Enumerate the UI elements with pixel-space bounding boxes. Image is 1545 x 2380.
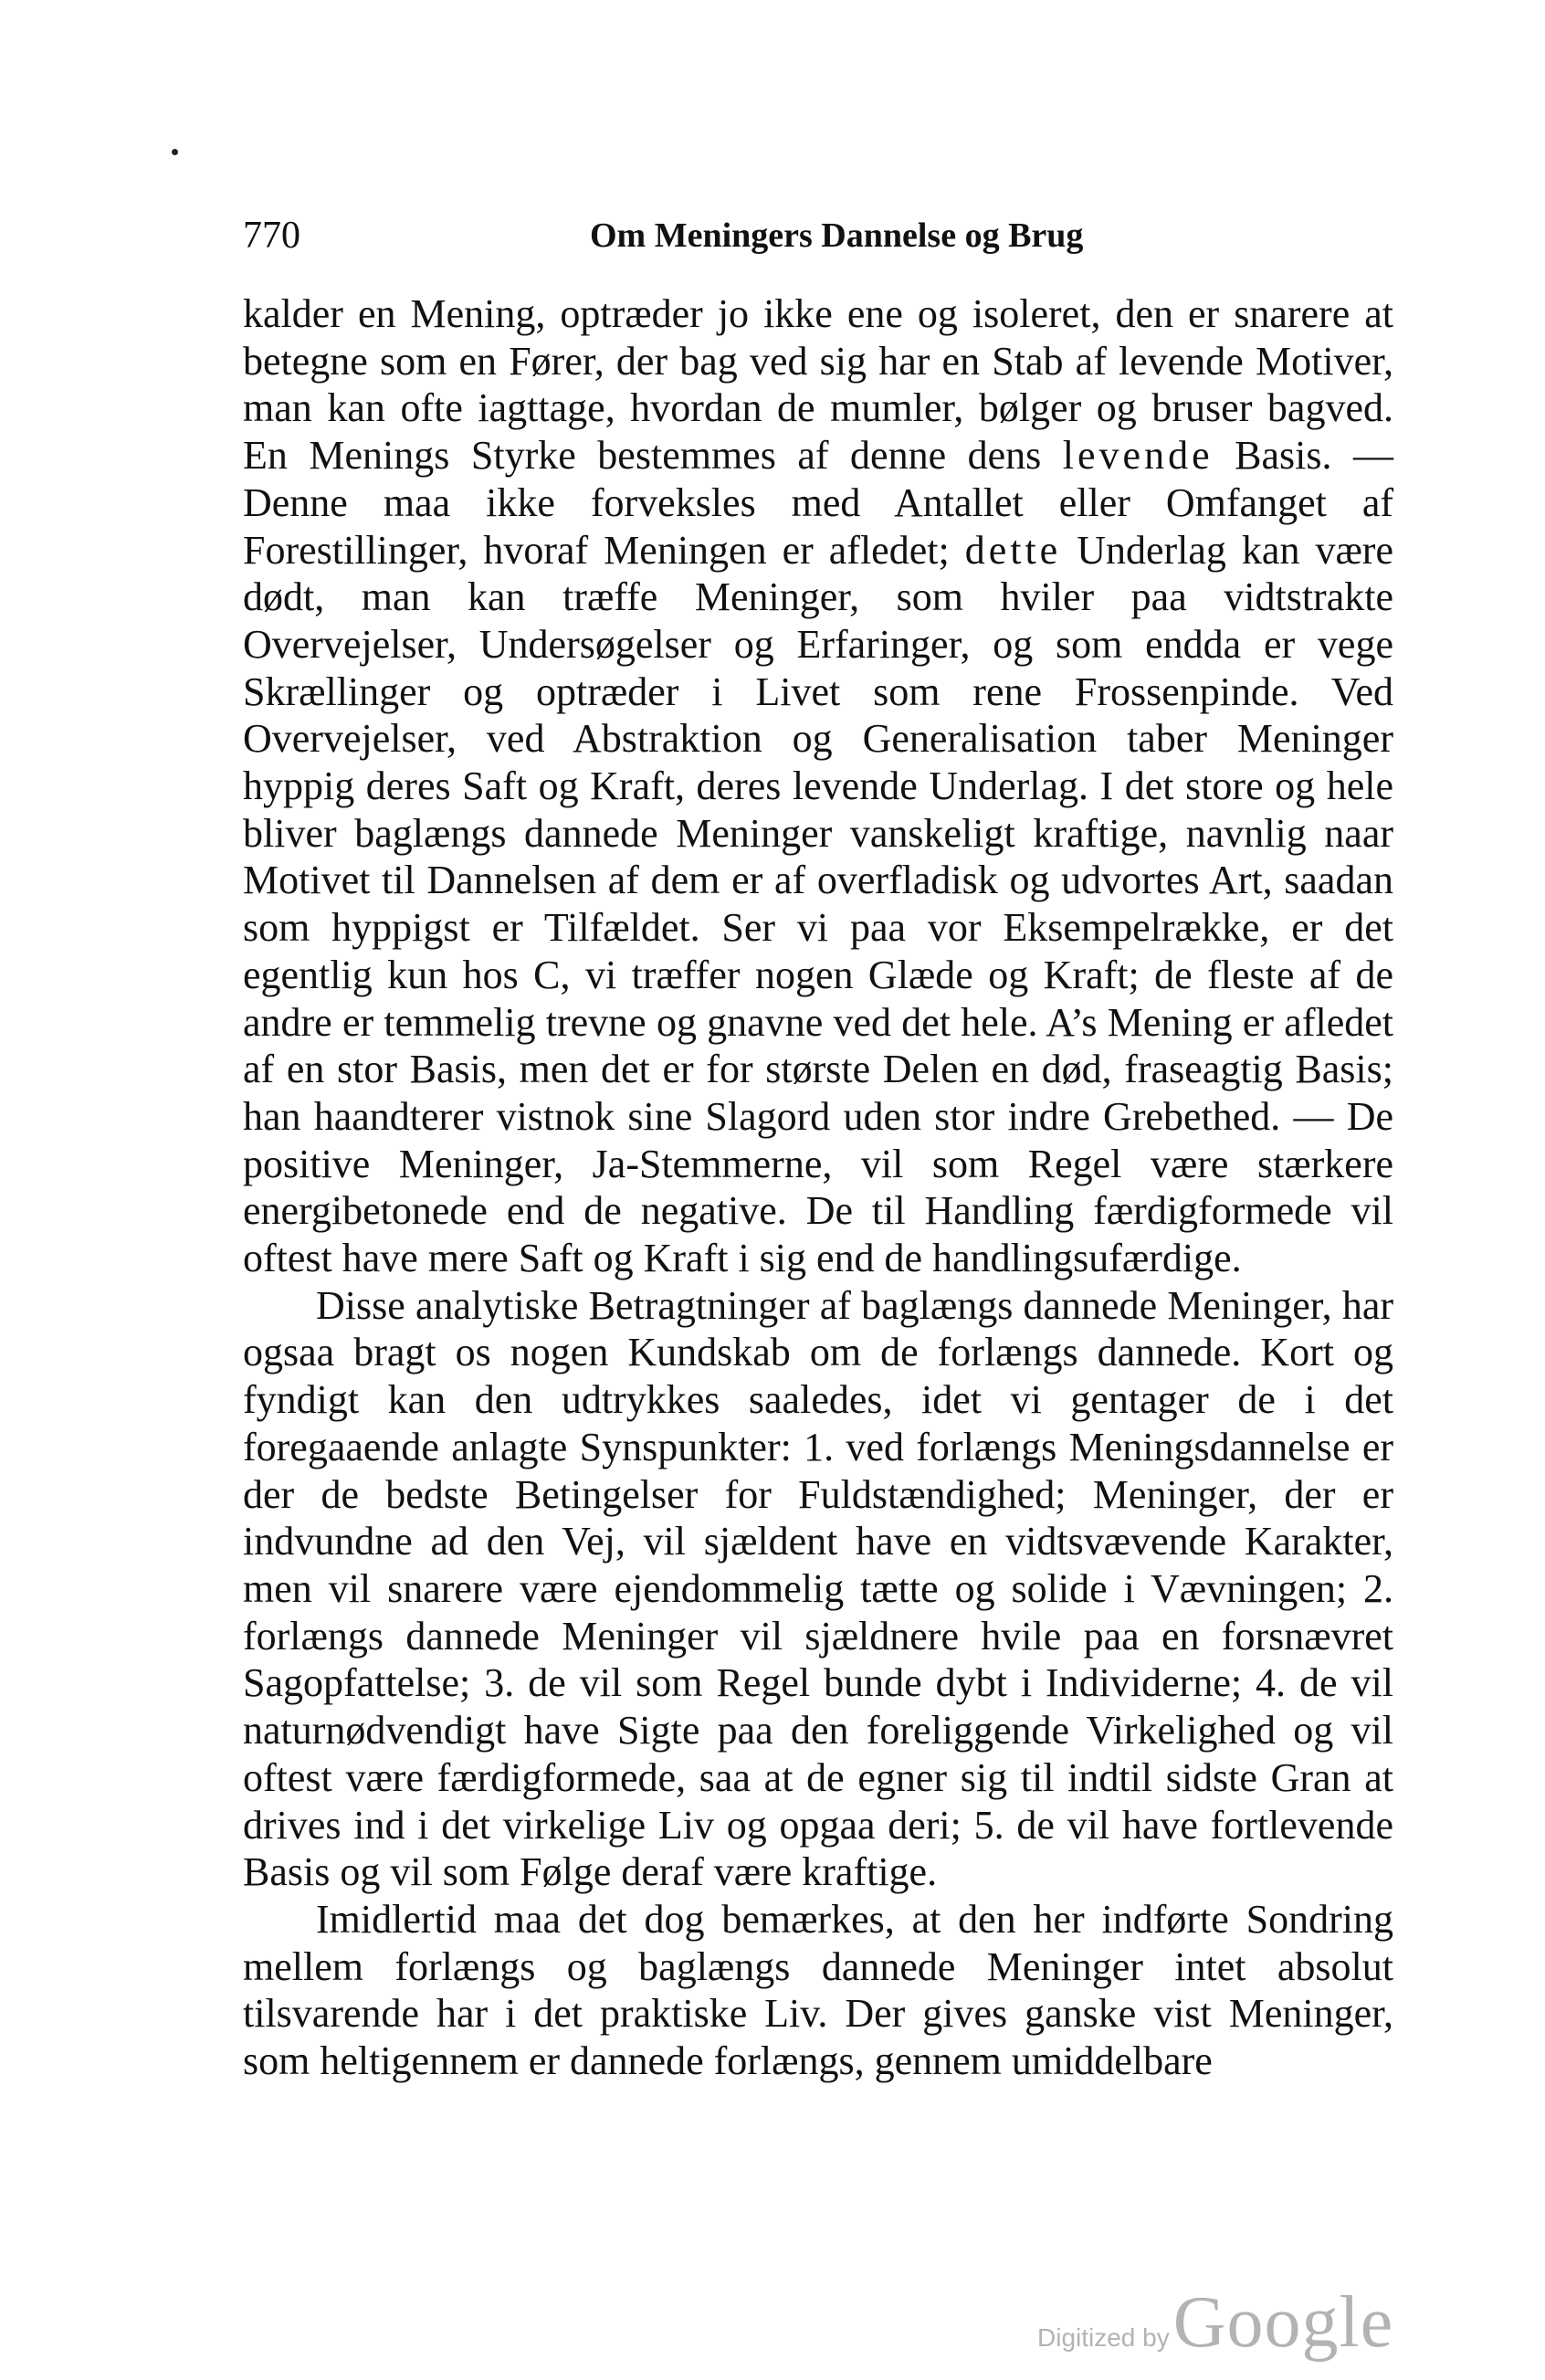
- paragraph-1-part-a: kalder en Mening, optræder jo ikke ene og isoleret, den er snarere at betegne som en Fører, der bag ved sig har en Stab af levende Motiver, man kan ofte iagttage, hvordan de mumler, bølger og bruser bagved. En Menings Styrke bestemmes af denne dens: [243, 291, 1393, 479]
- running-title: Om Meningers Dannelse og Brug: [590, 216, 1084, 255]
- body-text: [243, 290, 1393, 2085]
- paragraph-2: Disse analytiske Betragtninger af baglængs dannede Meninger, har ogsaa bragt os nogen Kundskab om de forlængs dannede. Kort og fyndigt kan den udtrykkes saaledes, idet vi gentager de i det foregaaende anlagte Synspunkter: 1. ved forlængs Meningsdannelse er der de bedste Betingelser for Fuldstændighed; Meninger, der er indvundne ad den Vej, vil sjældent have en vidtsvævende Karakter, men vil snarere være ejendommelig tætte og solide i Vævningen; 2. forlængs dannede Meninger vil sjældnere hvile paa en forsnævret Sagopfattelse; 3. de vil som Regel bunde dybt i Individerne; 4. de vil naturnødvendigt have Sigte paa den foreliggende Virkelighed og vil oftest være færdigformede, saa at de egner sig til indtil sidste Gran at drives ind i det virkelige Liv og opgaa deri; 5. de vil have fortlevende Basis og vil som Følge deraf være kraftige.: [243, 1282, 1393, 1895]
- paragraph-3: Imidlertid maa det dog bemærkes, at den her indførte Sondring mellem forlængs og baglængs dannede Meninger intet absolut tilsvarende har i det praktiske Liv. Der gives ganske vist Meninger, som heltigennem er dannede forlængs, gennem umiddelbare: [243, 1896, 1393, 2084]
- paragraph-1-part-b: Basis. — Denne maa ikke forveksles med Antallet eller Omfanget af Forestillinger, hvoraf Meningen er afledet;: [243, 433, 1393, 573]
- watermark-prefix: Digitized by: [1037, 2323, 1170, 2352]
- page-header: [243, 208, 1393, 263]
- digitized-watermark: [1037, 2281, 1393, 2364]
- page-number: 770: [243, 215, 300, 257]
- speck-mark: [172, 149, 178, 155]
- paragraph-1: [243, 290, 1393, 1282]
- paragraph-1-part-c: Underlag kan være dødt, man kan træffe Meninger, som hviler paa vidtstrakte Overvejelser, Undersøgelser og Erfaringer, og som endda er vege Skrællinger og optræder i Livet som rene Frossenpinde. Ved Overvejelser, ved Abstraktion og Generalisation taber Meninger hyppig deres Saft og Kraft, deres levende Underlag. I det store og hele bliver baglængs dannede Meninger vanskeligt kraftige, navnlig naar Motivet til Dannelsen af dem er af overfladisk og udvortes Art, saadan som hyppigst er Tilfældet. Ser vi paa vor Eksempelrække, er det egentlig kun hos C, vi træffer nogen Glæde og Kraft; de fleste af de andre er temmelig trevne og gnavne ved det hele. A’s Mening er afledet af en stor Basis, men det er for største Delen en død, fraseagtig Basis; han haandterer vistnok sine Slagord uden stor indre Grebethed. — De positive Meninger, Ja-Stemmerne, vil som Regel være stærkere energibetonede end de negative. De til Handling færdigformede vil oftest have mere Saft og Kraft i sig end de handlingsufærdige.: [243, 527, 1393, 1281]
- google-logo: Google: [1172, 2282, 1394, 2363]
- emphasis-levende: levende: [1062, 433, 1214, 479]
- emphasis-dette: dette: [964, 527, 1062, 573]
